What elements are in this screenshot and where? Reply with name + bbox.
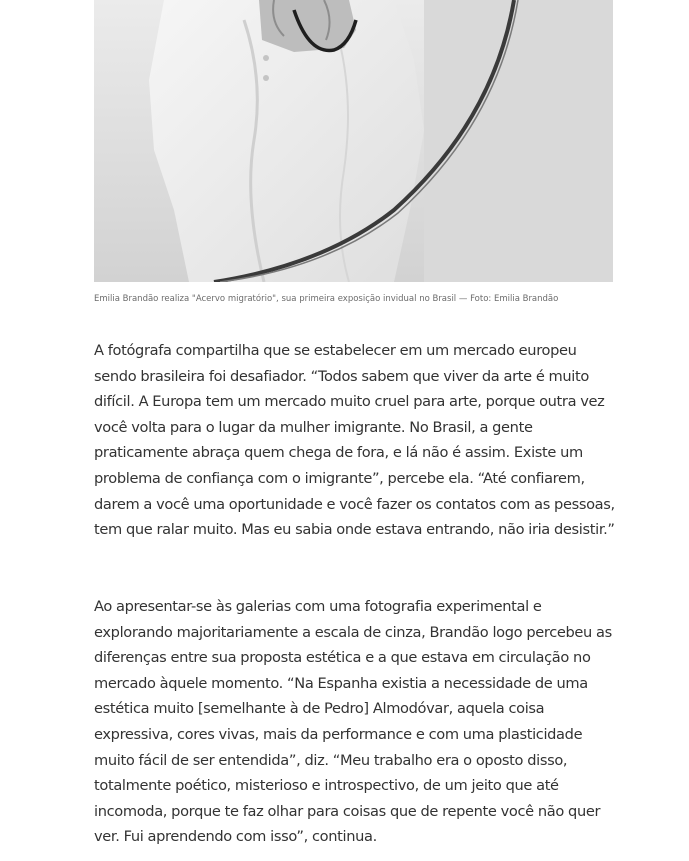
article-paragraph-2: Ao apresentar-se às galerias com uma fotografia experimental e explorando majoritariamente a escala de cinza, Brandão logo percebeu as diferenças entre sua proposta estética e a que estava em circulação no mercado àquele momento. “Na Espanha existia a necessidade de uma estética muito [semelhante à de Pedro] Almodóvar, aquela coisa expressiva, cores vivas, mais da performance e com uma plasticidade muito fácil de ser entendida”, diz. “Meu trabalho era o oposto disso, totalmente poético, misterioso e introspectivo, de um jeito que até incomoda, porque te faz olhar para coisas que de repente você não quer ver. Fui aprendendo com isso”, continua. xyxy=(94,598,612,846)
photo-caption: Emilia Brandão realiza "Acervo migratório", sua primeira exposição invidual no Brasil — Foto: Emilia Brandão xyxy=(94,294,559,304)
article-photo xyxy=(94,0,613,282)
article-paragraph-1: A fotógrafa compartilha que se estabelecer em um mercado europeu sendo brasileira foi desafiador. “Todos sabem que viver da arte é muito difícil. A Europa tem um mercado muito cruel para arte, porque outra vez você volta para o lugar da mulher imigrante. No Brasil, a gente praticamente abraça quem chega de fora, e lá não é assim. Existe um problema de confiança com o imigrante”, percebe ela. “Até confiarem, darem a você uma oportunidade e você fazer os contatos com as pessoas, tem que ralar muito. Mas eu sabia onde estava entrando, não iria desistir.” xyxy=(94,342,615,539)
photo-illustration xyxy=(94,0,613,282)
